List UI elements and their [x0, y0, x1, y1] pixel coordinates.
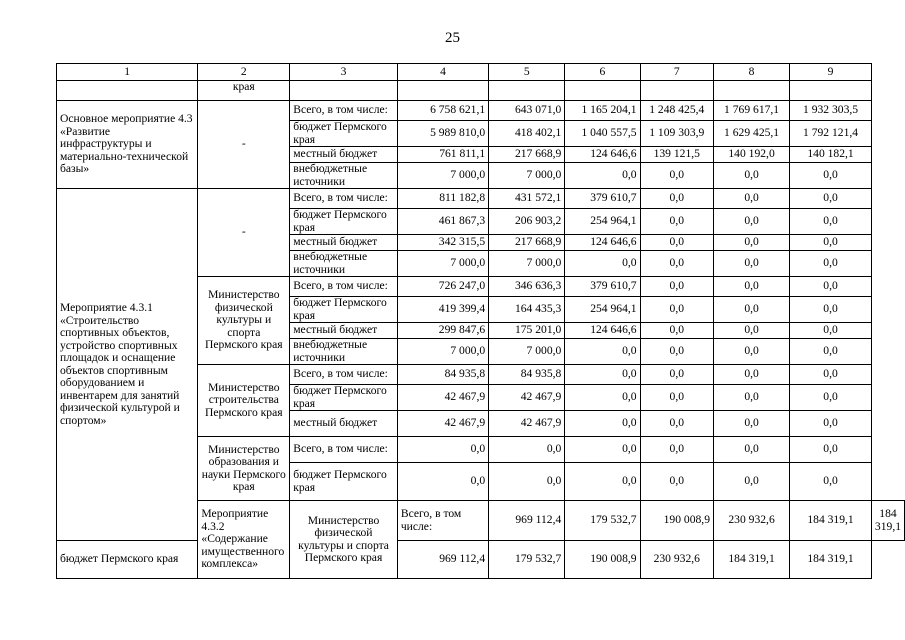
- value-cell: 1 040 557,5: [565, 121, 640, 147]
- continuation-text: края: [198, 81, 290, 101]
- value-cell: 0,0: [790, 365, 872, 385]
- value-cell: 7 000,0: [489, 339, 565, 365]
- value-cell: 0,0: [790, 463, 872, 501]
- value-cell: 1 109 303,9: [640, 121, 713, 147]
- value-cell: 1 769 617,1: [713, 101, 789, 121]
- value-cell: 1 165 204,1: [565, 101, 640, 121]
- value-cell: 42 467,9: [397, 385, 488, 411]
- value-cell: 0,0: [790, 437, 872, 463]
- column-header: 7: [640, 64, 713, 81]
- executor-cell: Министерство физической культуры и спорта Пермского края: [290, 501, 398, 579]
- value-cell: 811 182,8: [397, 189, 488, 209]
- value-cell: 0,0: [640, 163, 713, 189]
- value-cell: 217 668,9: [489, 147, 565, 163]
- row-label: Всего, в том числе:: [290, 277, 398, 297]
- value-cell: 431 572,1: [489, 189, 565, 209]
- value-cell: 0,0: [790, 163, 872, 189]
- value-cell: 0,0: [565, 339, 640, 365]
- value-cell: 124 646,6: [565, 147, 640, 163]
- value-cell: 42 467,9: [397, 411, 488, 437]
- executor-cell: Министерство строительства Пермского края: [198, 365, 290, 437]
- row-label: бюджет Пермского края: [290, 297, 398, 323]
- event-name: Мероприятие 4.3.1 «Строительство спортивных объектов, устройство спортивных площадок и оснащение объектов спортивным оборудованием и инвентарем для занятий физической культурой и спортом»: [57, 189, 198, 541]
- executor-cell: Министерство образования и науки Пермского края: [198, 437, 290, 501]
- column-header: 3: [290, 64, 398, 81]
- event-name: Основное мероприятие 4.3 «Развитие инфраструктуры и материально-технической базы»: [57, 101, 198, 189]
- value-cell: 0,0: [790, 297, 872, 323]
- value-cell: 0,0: [790, 251, 872, 277]
- value-cell: 0,0: [713, 235, 789, 251]
- column-header: 2: [198, 64, 290, 81]
- column-header: 5: [489, 64, 565, 81]
- value-cell: 230 932,6: [640, 541, 713, 579]
- value-cell: 184 319,1: [713, 541, 789, 579]
- value-cell: 461 867,3: [397, 209, 488, 235]
- value-cell: 184 319,1: [871, 501, 904, 541]
- value-cell: 419 399,4: [397, 297, 488, 323]
- row-label: Всего, в том числе:: [290, 365, 398, 385]
- financing-table: [56, 63, 905, 579]
- value-cell: 0,0: [565, 437, 640, 463]
- value-cell: 0,0: [565, 411, 640, 437]
- value-cell: 0,0: [790, 339, 872, 365]
- column-header: 9: [790, 64, 872, 81]
- value-cell: 969 112,4: [489, 501, 565, 541]
- value-cell: 0,0: [565, 163, 640, 189]
- row-label: Всего, в том числе:: [397, 501, 488, 541]
- value-cell: 761 811,1: [397, 147, 488, 163]
- executor-cell: -: [198, 189, 290, 277]
- value-cell: 299 847,6: [397, 323, 488, 339]
- value-cell: 0,0: [713, 297, 789, 323]
- row-label: местный бюджет: [290, 235, 398, 251]
- value-cell: 217 668,9: [489, 235, 565, 251]
- value-cell: 379 610,7: [565, 277, 640, 297]
- value-cell: 184 319,1: [790, 501, 872, 541]
- value-cell: 0,0: [565, 251, 640, 277]
- value-cell: 0,0: [640, 339, 713, 365]
- empty-cell: [489, 81, 565, 101]
- value-cell: 0,0: [565, 463, 640, 501]
- value-cell: 0,0: [790, 411, 872, 437]
- value-cell: 7 000,0: [489, 251, 565, 277]
- value-cell: 0,0: [489, 463, 565, 501]
- value-cell: 346 636,3: [489, 277, 565, 297]
- value-cell: 1 248 425,4: [640, 101, 713, 121]
- empty-cell: [565, 81, 640, 101]
- value-cell: 0,0: [713, 189, 789, 209]
- column-header: 1: [57, 64, 198, 81]
- row-label: Всего, в том числе:: [290, 189, 398, 209]
- value-cell: 0,0: [565, 385, 640, 411]
- value-cell: 42 467,9: [489, 411, 565, 437]
- value-cell: 5 989 810,0: [397, 121, 488, 147]
- value-cell: 418 402,1: [489, 121, 565, 147]
- value-cell: 124 646,6: [565, 235, 640, 251]
- value-cell: 0,0: [713, 463, 789, 501]
- row-label: Всего, в том числе:: [290, 101, 398, 121]
- value-cell: 0,0: [640, 189, 713, 209]
- value-cell: 0,0: [640, 437, 713, 463]
- column-header: 4: [397, 64, 488, 81]
- column-header: 8: [713, 64, 789, 81]
- value-cell: 0,0: [713, 385, 789, 411]
- value-cell: 140 192,0: [713, 147, 789, 163]
- row-label: местный бюджет: [290, 411, 398, 437]
- value-cell: 254 964,1: [565, 297, 640, 323]
- table-body: [57, 64, 905, 579]
- header-row: [57, 64, 905, 81]
- value-cell: 0,0: [713, 323, 789, 339]
- value-cell: 139 121,5: [640, 147, 713, 163]
- value-cell: 164 435,3: [489, 297, 565, 323]
- row-label: бюджет Пермского края: [290, 463, 398, 501]
- value-cell: 0,0: [640, 235, 713, 251]
- empty-cell: [713, 81, 789, 101]
- value-cell: 0,0: [713, 365, 789, 385]
- value-cell: 206 903,2: [489, 209, 565, 235]
- value-cell: 6 758 621,1: [397, 101, 488, 121]
- empty-cell: [397, 81, 488, 101]
- value-cell: 179 532,7: [565, 501, 640, 541]
- value-cell: 0,0: [640, 365, 713, 385]
- row-label: бюджет Пермского края: [290, 121, 398, 147]
- value-cell: 175 201,0: [489, 323, 565, 339]
- executor-cell: -: [198, 101, 290, 189]
- total-row: [57, 189, 905, 209]
- value-cell: 0,0: [489, 437, 565, 463]
- value-cell: 0,0: [640, 297, 713, 323]
- value-cell: 7 000,0: [397, 339, 488, 365]
- value-cell: 0,0: [713, 277, 789, 297]
- value-cell: 643 071,0: [489, 101, 565, 121]
- continuation-row: [57, 81, 905, 101]
- value-cell: 179 532,7: [489, 541, 565, 579]
- value-cell: 0,0: [640, 323, 713, 339]
- value-cell: 140 182,1: [790, 147, 872, 163]
- value-cell: 0,0: [640, 463, 713, 501]
- row-label: бюджет Пермского края: [57, 541, 198, 579]
- value-cell: 7 000,0: [397, 251, 488, 277]
- value-cell: 0,0: [640, 251, 713, 277]
- row-label: бюджет Пермского края: [290, 385, 398, 411]
- value-cell: 0,0: [713, 163, 789, 189]
- value-cell: 0,0: [713, 437, 789, 463]
- value-cell: 1 792 121,4: [790, 121, 872, 147]
- row-label: Всего, в том числе:: [290, 437, 398, 463]
- value-cell: 254 964,1: [565, 209, 640, 235]
- row-label: местный бюджет: [290, 147, 398, 163]
- value-cell: 7 000,0: [489, 163, 565, 189]
- value-cell: 726 247,0: [397, 277, 488, 297]
- empty-cell: [57, 81, 198, 101]
- value-cell: 84 935,8: [397, 365, 488, 385]
- event-name: Мероприятие 4.3.2 «Содержание имущественного комплекса»: [198, 501, 290, 579]
- value-cell: 84 935,8: [489, 365, 565, 385]
- row-label: местный бюджет: [290, 323, 398, 339]
- value-cell: 7 000,0: [397, 163, 488, 189]
- value-cell: 184 319,1: [790, 541, 872, 579]
- value-cell: 42 467,9: [489, 385, 565, 411]
- page-number: 25: [445, 30, 460, 46]
- row-label: внебюджетные источники: [290, 163, 398, 189]
- value-cell: 0,0: [397, 463, 488, 501]
- value-cell: 124 646,6: [565, 323, 640, 339]
- total-row: [57, 101, 905, 121]
- value-cell: 190 008,9: [640, 501, 713, 541]
- value-cell: 0,0: [397, 437, 488, 463]
- regional-row: [57, 541, 905, 579]
- value-cell: 0,0: [790, 235, 872, 251]
- value-cell: 0,0: [790, 323, 872, 339]
- row-label: внебюджетные источники: [290, 251, 398, 277]
- value-cell: 0,0: [790, 277, 872, 297]
- column-header: 6: [565, 64, 640, 81]
- value-cell: 190 008,9: [565, 541, 640, 579]
- row-label: внебюджетные источники: [290, 339, 398, 365]
- value-cell: 0,0: [790, 385, 872, 411]
- value-cell: 1 629 425,1: [713, 121, 789, 147]
- value-cell: 379 610,7: [565, 189, 640, 209]
- empty-cell: [790, 81, 872, 101]
- value-cell: 0,0: [640, 209, 713, 235]
- value-cell: 969 112,4: [397, 541, 488, 579]
- value-cell: 1 932 303,5: [790, 101, 872, 121]
- value-cell: 0,0: [640, 411, 713, 437]
- value-cell: 0,0: [713, 209, 789, 235]
- value-cell: 230 932,6: [713, 501, 789, 541]
- value-cell: 0,0: [713, 339, 789, 365]
- value-cell: 0,0: [565, 365, 640, 385]
- value-cell: 342 315,5: [397, 235, 488, 251]
- value-cell: 0,0: [640, 385, 713, 411]
- value-cell: 0,0: [790, 189, 872, 209]
- empty-cell: [290, 81, 398, 101]
- empty-cell: [640, 81, 713, 101]
- value-cell: 0,0: [713, 411, 789, 437]
- value-cell: 0,0: [790, 209, 872, 235]
- value-cell: 0,0: [640, 277, 713, 297]
- value-cell: 0,0: [713, 251, 789, 277]
- executor-cell: Министерство физической культуры и спорта Пермского края: [198, 277, 290, 365]
- row-label: бюджет Пермского края: [290, 209, 398, 235]
